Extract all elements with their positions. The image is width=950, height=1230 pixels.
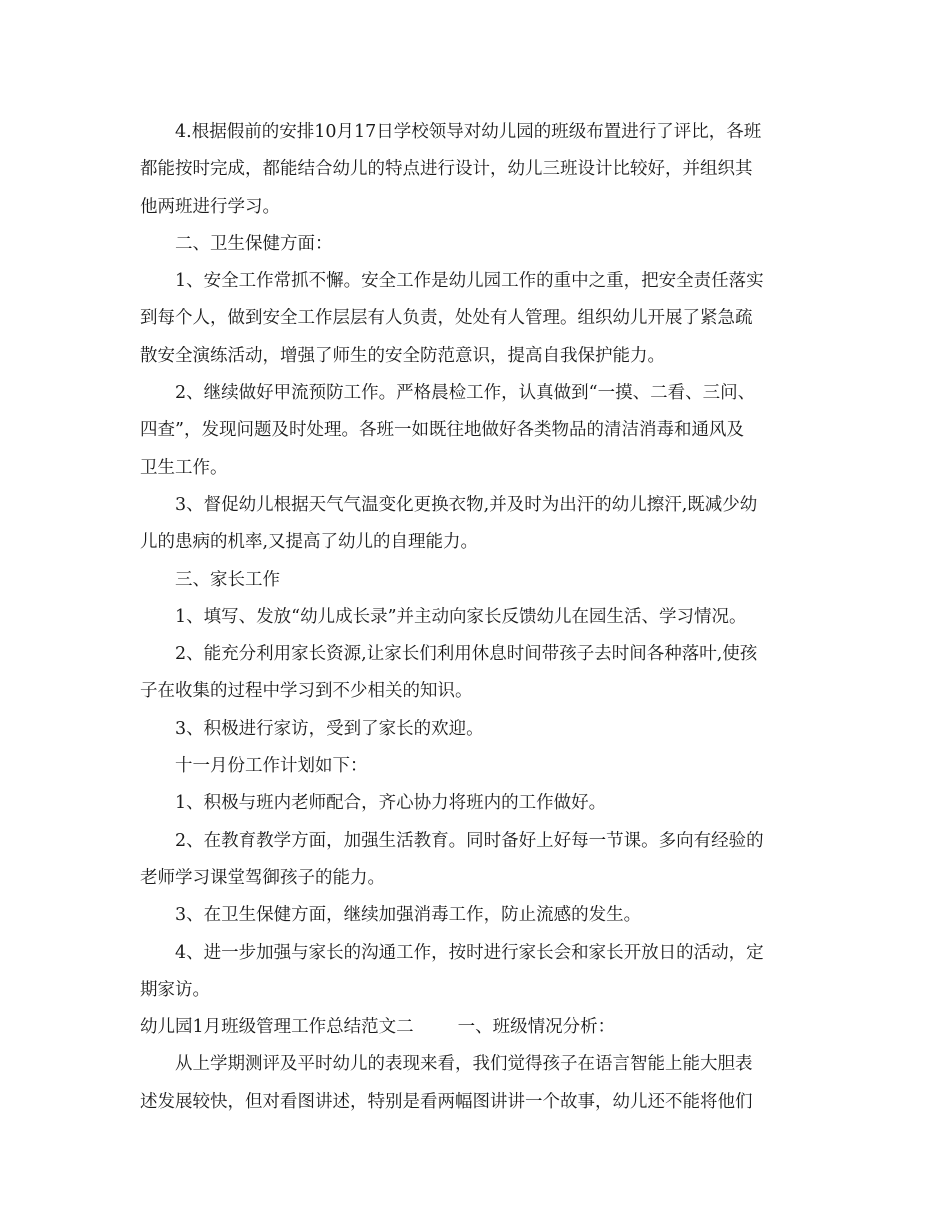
text-line: 四查”，发现问题及时处理。各班一如既往地做好各类物品的清洁消毒和通风及 bbox=[140, 420, 744, 441]
text-line: 2、在教育教学方面，加强生活教育。同时备好上好每一节课。多向有经验的 bbox=[175, 830, 764, 851]
text-line: 儿的患病的机率,又提高了幼儿的自理能力。 bbox=[140, 532, 479, 553]
text-line: 2、继续做好甲流预防工作。严格晨检工作，认真做到“一摸、二看、三问、 bbox=[175, 383, 756, 404]
text-line: 到每个人，做到安全工作层层有人负责，处处有人管理。组织幼儿开展了紧急疏 bbox=[140, 308, 753, 329]
text-line: 都能按时完成，都能结合幼儿的特点进行设计，幼儿三班设计比较好，并组织其 bbox=[140, 159, 753, 180]
text-line: 1、填写、发放“幼儿成长录”并主动向家长反馈幼儿在园生活、学习情况。 bbox=[175, 606, 747, 627]
section-heading: 一、班级情况分析： bbox=[457, 1017, 616, 1038]
text-line: 散安全演练活动，增强了师生的安全防范意识，提高自我保护能力。 bbox=[140, 345, 665, 366]
text-line: 二、卫生保健方面： bbox=[175, 233, 333, 254]
text-line: 从上学期测评及平时幼儿的表现来看，我们觉得孩子在语言智能上能大胆表 bbox=[175, 1054, 753, 1075]
text-line: 4、进一步加强与家长的沟通工作，按时进行家长会和家长开放日的活动，定 bbox=[175, 942, 764, 963]
text-line: 十一月份工作计划如下： bbox=[175, 756, 368, 777]
text-line: 述发展较快，但对看图讲述，特别是看两幅图讲讲一个故事，幼儿还不能将他们 bbox=[140, 1091, 753, 1112]
text-line: 3、积极进行家访，受到了家长的欢迎。 bbox=[175, 718, 484, 739]
text-line: 1、安全工作常抓不懈。安全工作是幼儿园工作的重中之重，把安全责任落实 bbox=[175, 271, 764, 292]
document-body bbox=[140, 114, 810, 1121]
text-line: 3、在卫生保健方面，继续加强消毒工作，防止流感的发生。 bbox=[175, 905, 642, 926]
paragraphs-after bbox=[140, 1046, 810, 1121]
text-line: 期家访。 bbox=[140, 979, 210, 1000]
section-title: 幼儿园1月班级管理工作总结范文二 bbox=[140, 1017, 414, 1038]
text-line: 他两班进行学习。 bbox=[140, 196, 280, 217]
section-title-line bbox=[140, 1009, 810, 1046]
text-line: 2、能充分利用家长资源,让家长们利用休息时间带孩子去时间各种落叶,使孩 bbox=[175, 644, 758, 665]
text-line: 三、家长工作 bbox=[175, 569, 280, 590]
text-line: 1、积极与班内老师配合，齐心协力将班内的工作做好。 bbox=[175, 793, 607, 814]
text-line: 卫生工作。 bbox=[140, 457, 228, 478]
text-line: 4.根据假前的安排10月17日学校领导对幼儿园的班级布置进行了评比，各班 bbox=[175, 122, 762, 142]
text-line: 子在收集的过程中学习到不少相关的知识。 bbox=[140, 681, 473, 702]
paragraphs-before bbox=[140, 114, 810, 1009]
text-line: 老师学习课堂驾御孩子的能力。 bbox=[140, 867, 385, 888]
text-line: 3、督促幼儿根据天气气温变化更换衣物,并及时为出汗的幼儿擦汗,既减少幼 bbox=[175, 494, 758, 515]
